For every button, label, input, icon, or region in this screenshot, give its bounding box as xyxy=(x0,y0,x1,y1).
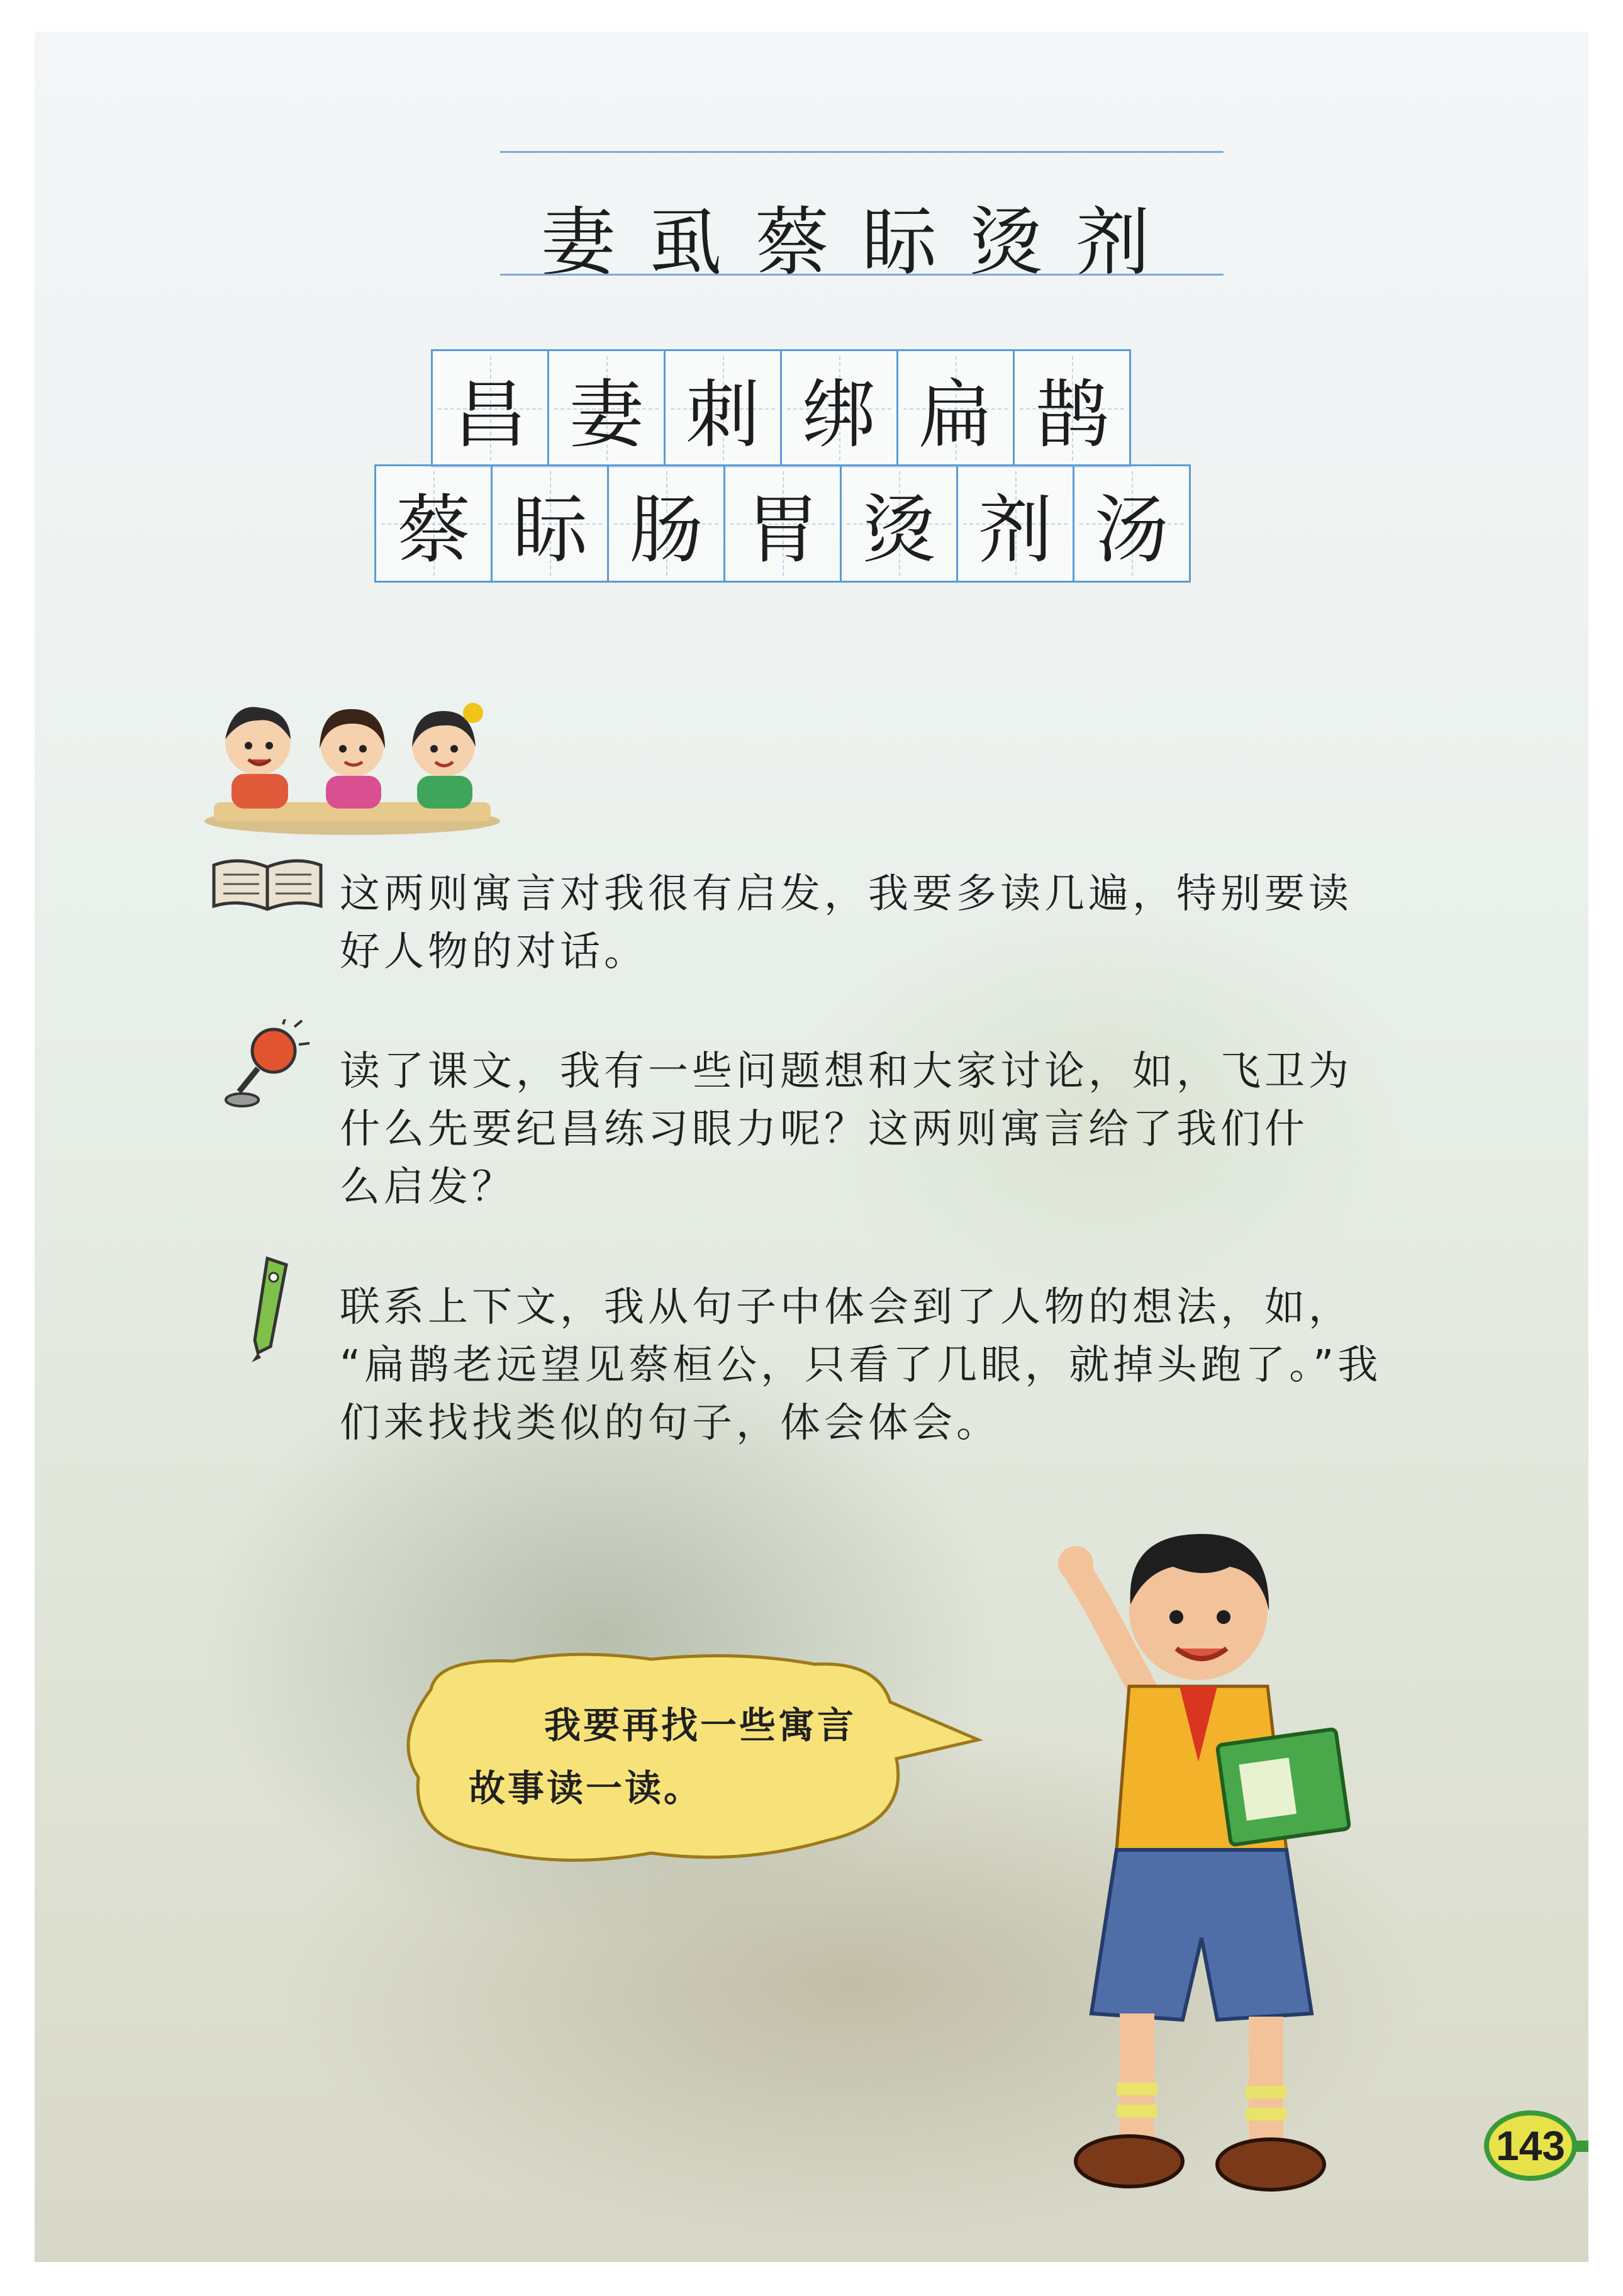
grid-cell: 眎 xyxy=(493,466,609,581)
textbook-page xyxy=(35,31,1588,2262)
grid-cell: 胃 xyxy=(725,466,842,581)
character-grid-row-2 xyxy=(374,464,1191,583)
grid-cell: 扁 xyxy=(898,351,1015,466)
grid-cell: 烫 xyxy=(842,466,958,581)
grid-cell: 昌 xyxy=(433,351,549,466)
discussion-item-1: 这两则寓言对我很有启发，我要多读几遍，特别要读 好人物的对话。 xyxy=(340,871,1352,975)
title-rule-top xyxy=(500,151,1224,153)
character-grid-row-1 xyxy=(431,349,1131,468)
grid-cell: 刺 xyxy=(666,351,782,466)
page-number: 143 xyxy=(1495,2122,1566,2169)
open-book-icon xyxy=(208,849,327,919)
three-children-illustration xyxy=(201,689,503,840)
discussion-item-2: 读了课文，我有一些问题想和大家讨论，如，飞卫为 什么先要纪昌练习眼力呢？这两则寓言给了我们什 么启发？ xyxy=(340,1048,1352,1211)
pen-icon xyxy=(236,1252,305,1365)
grid-cell: 肠 xyxy=(609,466,725,581)
discussion-item-3: 联系上下文，我从句子中体会到了人物的想法，如， “扁鹊老远望见蔡桓公，只看了几眼，就掉头跑了。”我 们来找找类似的句子，体会体会。 xyxy=(340,1284,1382,1447)
speech-bubble-line-2: 故事读一读。 xyxy=(469,1767,703,1810)
page-title: 妻虱蔡眎烫剂 xyxy=(540,199,1183,286)
grid-cell: 蔡 xyxy=(376,466,493,581)
grid-cell: 剂 xyxy=(958,466,1074,581)
grid-cell: 汤 xyxy=(1074,466,1189,581)
grid-cell: 绑 xyxy=(782,351,898,466)
grid-cell: 妻 xyxy=(549,351,666,466)
speech-bubble-line-1: 我要再找一些寓言 xyxy=(544,1704,857,1747)
title-rule-bottom xyxy=(500,274,1224,276)
microphone-icon xyxy=(220,1019,315,1114)
boy-with-book-illustration xyxy=(1016,1498,1368,2221)
grid-cell: 鹊 xyxy=(1015,351,1129,466)
